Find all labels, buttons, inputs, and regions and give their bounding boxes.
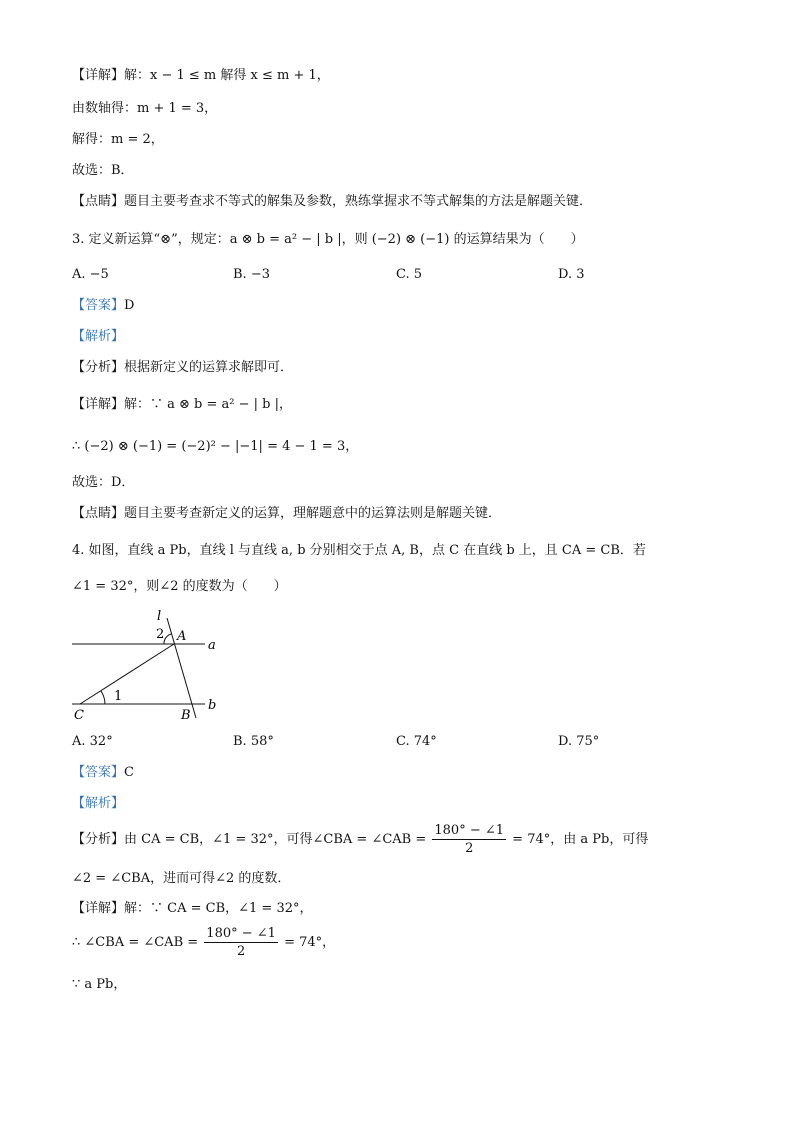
angle-1-arc — [101, 691, 105, 704]
q4-detail — [72, 900, 313, 918]
q4-step — [72, 925, 335, 961]
q3-option-b: B. −3 — [233, 267, 270, 282]
label-point-c: C — [74, 708, 84, 723]
comment-tag: 【点睛】 — [72, 506, 125, 521]
label-point-b: B — [181, 708, 191, 723]
analyze-tag: 【分析】 — [72, 360, 125, 375]
fraction-numerator: 180° − ∠1 — [206, 926, 276, 941]
q3-option-d: D. 3 — [558, 267, 585, 282]
q3-option-a: A. −5 — [72, 267, 109, 282]
q4-geometry-figure — [60, 600, 230, 728]
q4-option-b: B. 58° — [233, 734, 274, 749]
q4-option-a: A. 32° — [72, 734, 113, 749]
q4-option-d: D. 75° — [558, 734, 600, 749]
answer-tag: 【答案】 — [72, 765, 125, 780]
fraction-numerator: 180° − ∠1 — [434, 823, 505, 838]
analyze-tag: 【分析】 — [72, 832, 125, 847]
q4-step-pre: ∴ ∠CBA = ∠CAB = — [72, 935, 199, 950]
q2-line2: 由数轴得：m + 1 = 3， — [72, 101, 218, 116]
fraction-denominator: 2 — [465, 841, 474, 856]
label-point-a: A — [177, 629, 187, 644]
q3-calc: ∴ (−2) ⊗ (−1) = (−2)² − |−1| = 4 − 1 = 3， — [72, 439, 359, 454]
q4-step-post: = 74°， — [284, 935, 336, 950]
q3-detail — [72, 396, 292, 414]
comment-tag: 【点睛】 — [72, 194, 125, 209]
q4-answer-value: C — [124, 765, 134, 780]
q2-line4: 故选：B． — [72, 163, 134, 178]
q4-step-fraction — [204, 925, 278, 960]
angle-2-arc — [164, 634, 171, 644]
q4-answer — [72, 764, 134, 782]
label-line-a: a — [208, 638, 216, 653]
detail-tag: 【详解】 — [72, 901, 125, 916]
q4-analyze-pre: 由 CA = CB，∠1 = 32°，可得∠CBA = ∠CAB = — [124, 832, 427, 847]
q3-option-c: C. 5 — [396, 267, 423, 282]
q4-stem-line2: ∠1 = 32°，则∠2 的度数为（ ） — [72, 579, 287, 594]
q4-detail-text: 解：∵ CA = CB，∠1 = 32°， — [124, 901, 313, 916]
q3-choose: 故选：D． — [72, 475, 135, 490]
q4-analyze-fraction — [432, 822, 506, 857]
q4-analyze-line2: ∠2 = ∠CBA，进而可得∠2 的度数． — [72, 871, 291, 886]
q2-detail-text: 解：x − 1 ≤ m 解得 x ≤ m + 1， — [124, 68, 330, 83]
label-angle-2: 2 — [156, 627, 165, 642]
detail-tag: 【详解】 — [72, 68, 125, 83]
fraction-denominator: 2 — [236, 944, 246, 959]
q4-stem-line1: 4. 如图，直线 a Pb，直线 l 与直线 a, b 分别相交于点 A, B，点 C 在直线 b 上，且 CA = CB．若 — [72, 543, 646, 558]
label-l: l — [157, 609, 162, 624]
label-angle-1: 1 — [114, 689, 123, 704]
q3-answer-value: D — [124, 298, 135, 313]
q4-analyze-post: = 74°，由 a Pb，可得 — [512, 832, 649, 847]
segment-ca — [80, 644, 174, 704]
q4-analysis-tag: 【解析】 — [72, 796, 125, 811]
detail-tag: 【详解】 — [72, 397, 125, 412]
q3-analysis-tag: 【解析】 — [72, 329, 125, 344]
answer-tag: 【答案】 — [72, 298, 125, 313]
q2-line3: 解得：m = 2， — [72, 132, 164, 147]
q2-detail-line — [72, 67, 330, 85]
label-line-b: b — [208, 698, 217, 713]
q3-analyze-text: 根据新定义的运算求解即可． — [124, 360, 294, 375]
q2-comment-text: 题目主要考查求不等式的解集及参数，熟练掌握求不等式解集的方法是解题关键． — [124, 194, 593, 209]
q2-comment — [72, 193, 592, 211]
q3-analyze — [72, 359, 293, 377]
q3-detail-text: 解：∵ a ⊗ b = a² − | b |， — [124, 397, 293, 412]
q4-last-line: ∵ a Pb， — [72, 977, 127, 992]
q3-comment — [72, 505, 501, 523]
q4-option-c: C. 74° — [396, 734, 437, 749]
q3-stem: 3. 定义新运算“⊗”，规定：a ⊗ b = a² − | b |，则 (−2) ⊗ (−1) 的运算结果为（ ） — [72, 232, 584, 247]
q4-analyze-line1 — [72, 822, 648, 858]
q3-comment-text: 题目主要考查新定义的运算，理解题意中的运算法则是解题关键． — [124, 506, 502, 521]
q3-answer — [72, 297, 134, 315]
